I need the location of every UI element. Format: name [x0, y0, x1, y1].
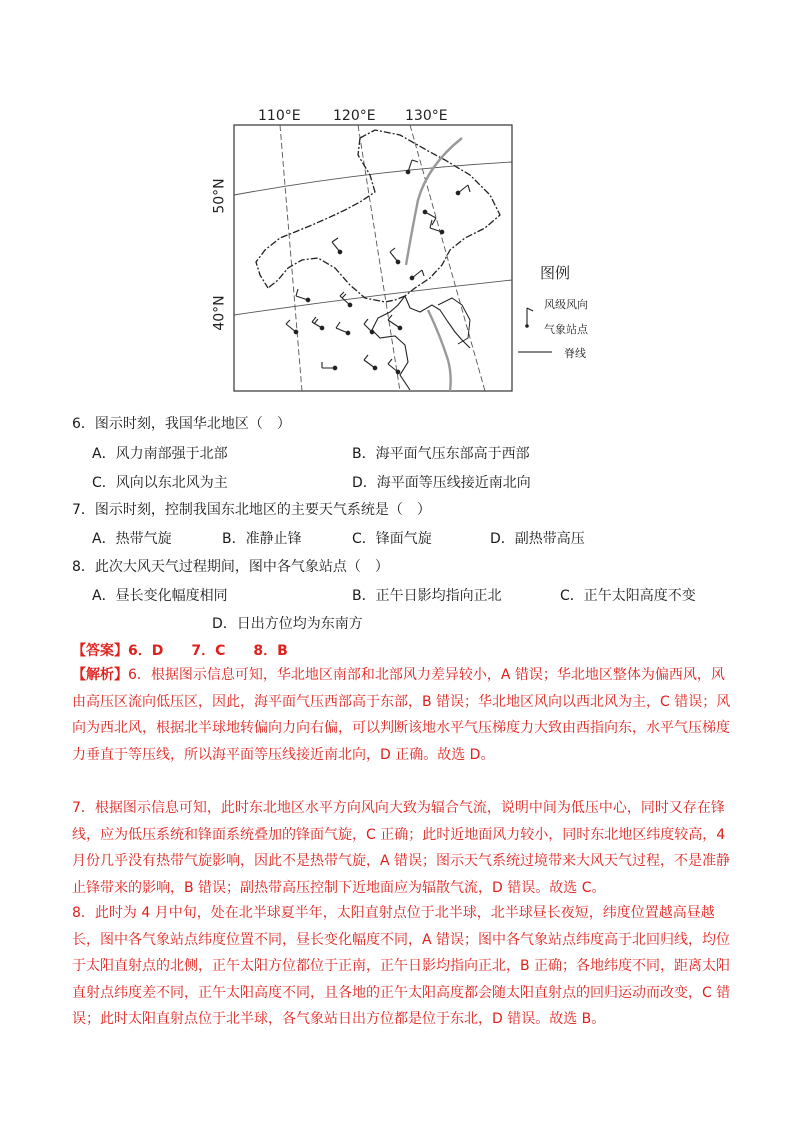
- legend-wind-label: 风级风向: [544, 298, 588, 311]
- question-6-option-b: B．海平面气压东部高于西部: [352, 446, 530, 462]
- weather-map-svg: [200, 100, 620, 400]
- answer-label: 【答案】: [72, 643, 128, 659]
- lon-label-110: 110°E: [258, 108, 301, 124]
- lat-label-40: 40°N: [211, 295, 228, 331]
- question-8-stem: 8．此次大风天气过程期间，图中各气象站点（ ）: [72, 559, 389, 575]
- legend-wind-barb: [527, 308, 533, 326]
- weather-map-figure: [200, 100, 620, 400]
- lon-label-130: 130°E: [405, 108, 448, 124]
- lon-label-120: 120°E: [333, 108, 376, 124]
- question-6-option-a: A．风力南部强于北部: [92, 446, 228, 462]
- question-8-option-a: A．昼长变化幅度相同: [92, 588, 228, 604]
- question-8-option-c: C．正午太阳高度不变: [560, 588, 696, 604]
- question-7-stem: 7．图示时刻，控制我国东北地区的主要天气系统是（ ）: [72, 502, 431, 518]
- question-7-option-d: D．副热带高压: [490, 531, 585, 547]
- analysis-text-7: 7．根据图示信息可知，此时东北地区水平方向风向大致为辐合气流，说明中间为低压中心，同时又存在锋线，应为低压系统和锋面系统叠加的锋面气旋，C 正确；此时近地面风力较小，同时东北地区纬度较高，4 月份几乎没有热带气旋影响，因此不是热带气旋，A 错误；图示天气系统过境带来大风天气过程，不是准静止锋带来的影响，B 错误；副热带高压控制下近地面应为辐散气流，D 错误。故选 C。: [72, 800, 731, 896]
- analysis-label: 【解析】: [72, 667, 128, 683]
- analysis-text-8: 8．此时为 4 月中旬，处在北半球夏半年，太阳直射点位于北半球，北半球昼长夜短，纬度位置越高昼越长，图中各气象站点纬度位置不同，昼长变化幅度不同，A 错误；图中各气象站点纬度高于北回归线，均位于太阳直射点的北侧，正午太阳方位都位于正南，正午日影均指向正北，B 正确；各地纬度不同，距离太阳直射点纬度差不同，正午太阳高度不同，且各地的正午太阳高度都会随太阳直射点的回归运动而改变，C 错误；此时太阳直射点位于北半球，各气象站日出方位都是位于东北，D 错误。故选 B。: [72, 905, 731, 1027]
- question-7-option-b: B．准静止锋: [222, 531, 302, 547]
- question-8-option-d: D．日出方位均为东南方: [212, 616, 363, 632]
- legend-station-label: 气象站点: [544, 323, 588, 336]
- analysis-text-6: 6．根据图示信息可知，华北地区南部和北部风力差异较小，A 错误；华北地区整体为偏西风，风由高压区流向低压区，因此，海平面气压西部高于东部，B 错误；华北地区风向以西北风为主，C 错误；风向为西北风，根据北半球地转偏向力向右偏，可以判断该地水平气压梯度力大致由西指向东，水平气压梯度力垂直于等压线，所以海平面等压线接近南北向，D 正确。故选 D。: [72, 667, 731, 763]
- question-7-option-c: C．锋面气旋: [352, 531, 432, 547]
- question-6-option-c: C．风向以东北风为主: [92, 475, 228, 491]
- legend-ridge-label: 脊线: [564, 347, 586, 360]
- lat-label-50: 50°N: [211, 178, 228, 214]
- answer-line: [72, 640, 288, 660]
- question-6-stem: 6．图示时刻，我国华北地区（ ）: [72, 416, 291, 432]
- question-8-option-b: B．正午日影均指向正北: [352, 588, 502, 604]
- question-7-option-a: A．热带气旋: [92, 531, 172, 547]
- analysis-paragraph-8: [72, 900, 732, 1033]
- answer-text: 6．D 7．C 8．B: [128, 643, 288, 659]
- question-6-option-d: D．海平面等压线接近南北向: [352, 475, 531, 491]
- analysis-paragraph-6: [72, 662, 732, 768]
- analysis-paragraph-7: [72, 795, 732, 901]
- legend-title: 图例: [540, 264, 571, 282]
